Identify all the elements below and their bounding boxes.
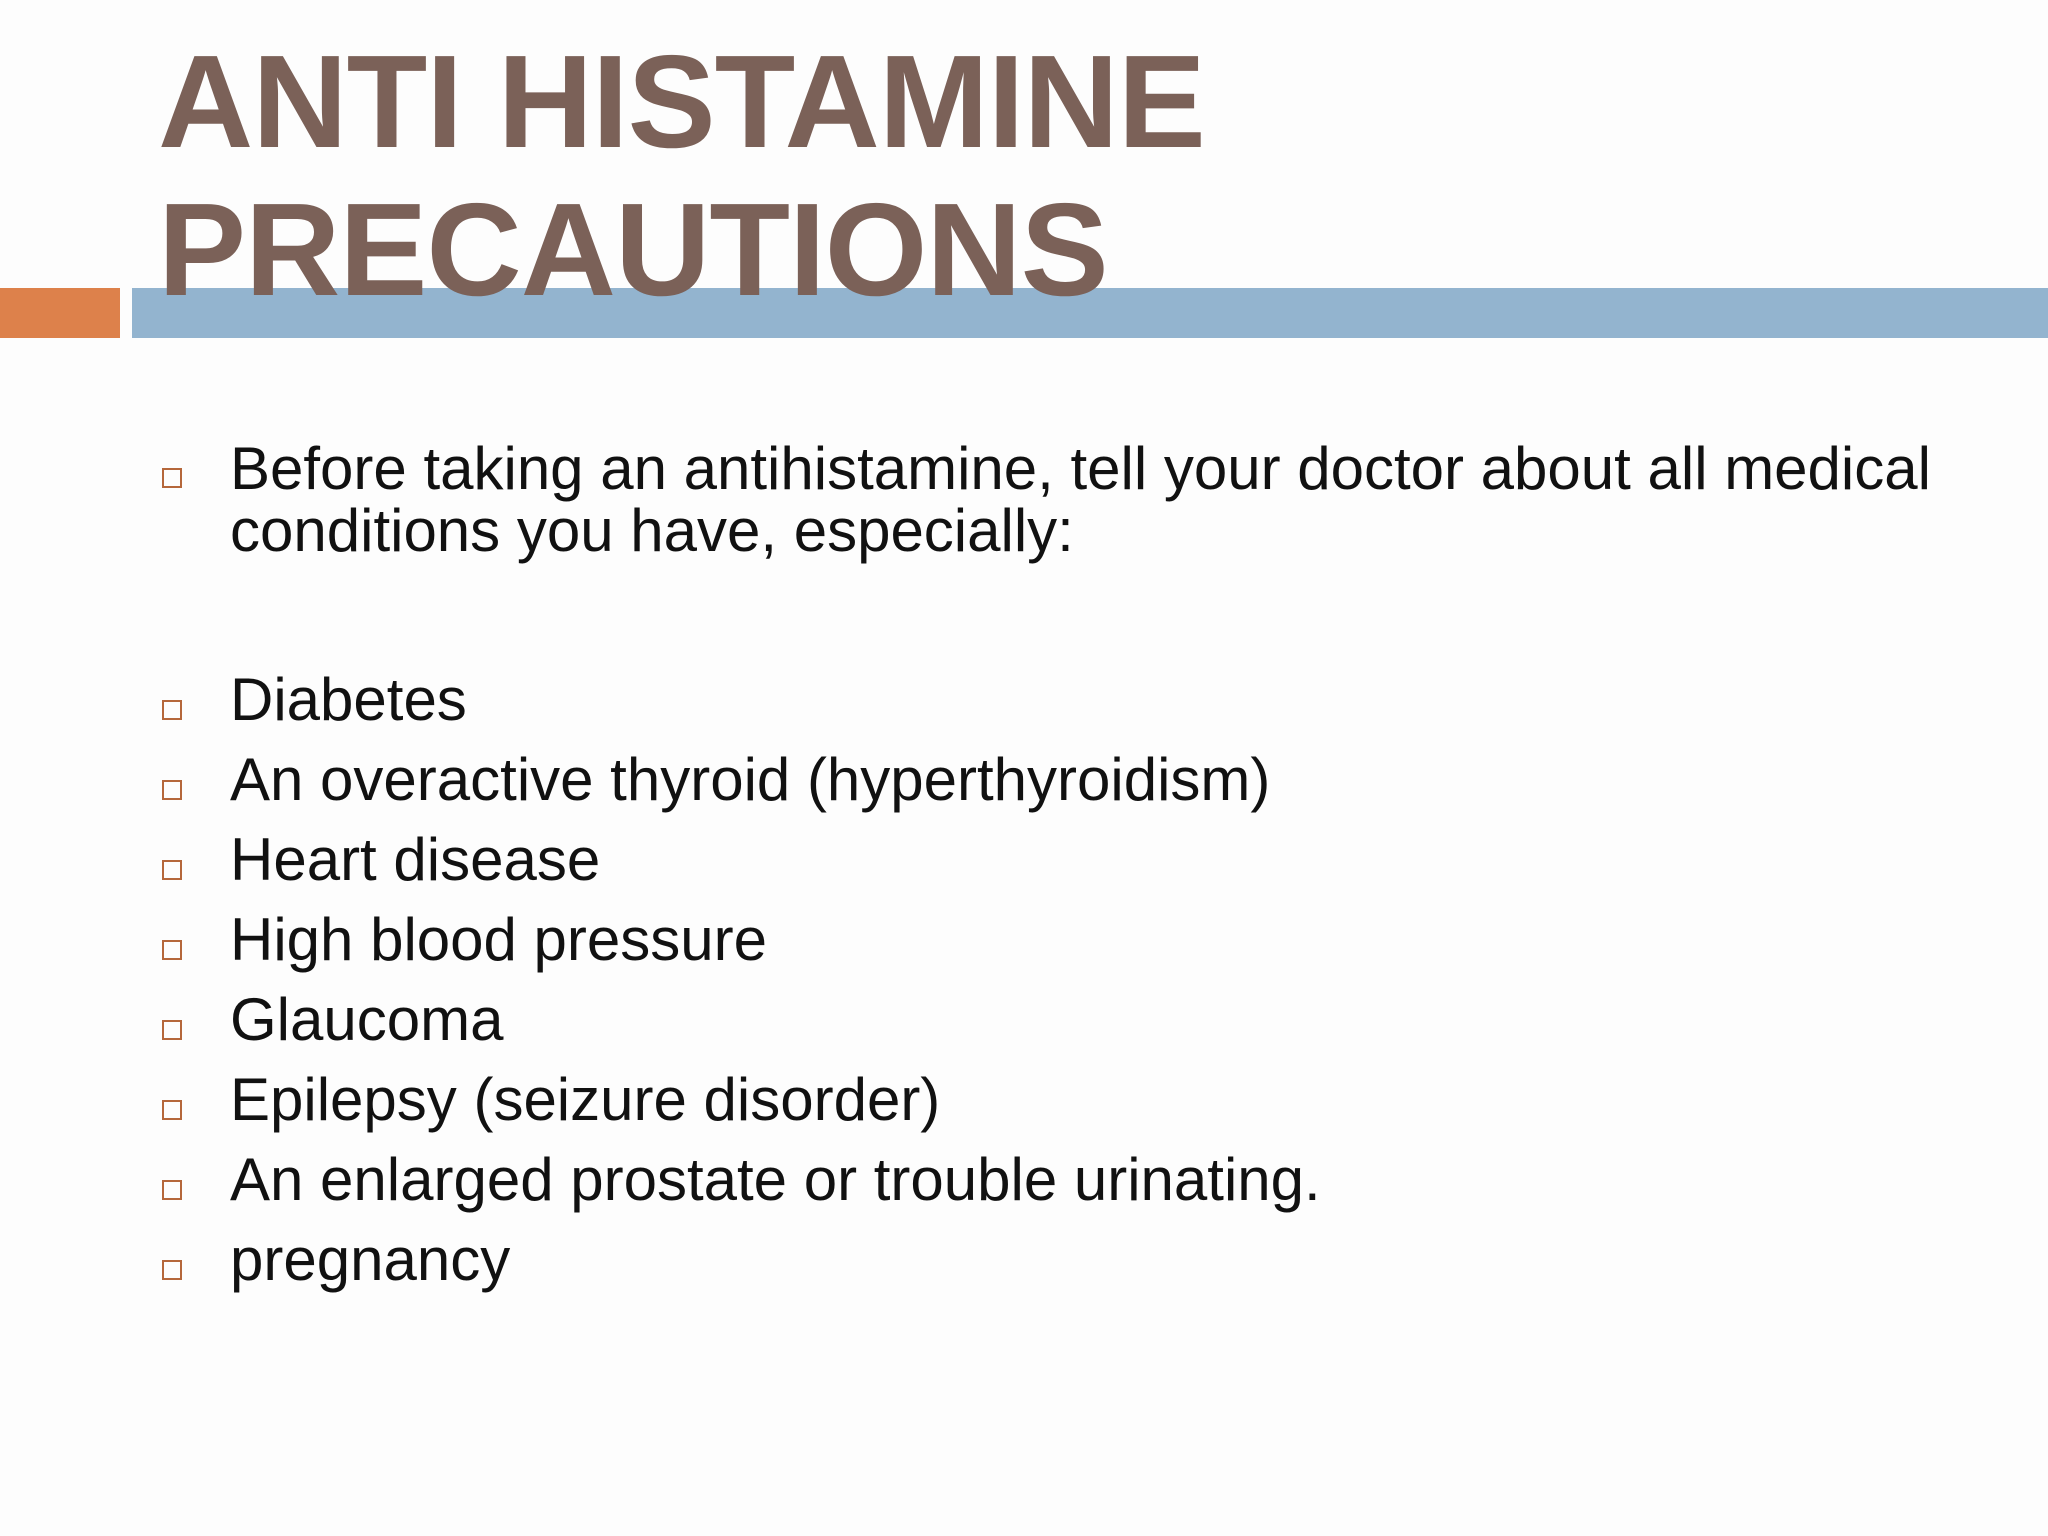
hollow-square-icon [162, 468, 182, 488]
list-item-text: An enlarged prostate or trouble urinating. [230, 1146, 1321, 1213]
hollow-square-icon [162, 1180, 182, 1200]
slide-title-line-2: PRECAUTIONS [158, 176, 1108, 323]
list-item-text: Diabetes [230, 666, 467, 733]
list-item-text: pregnancy [230, 1226, 511, 1293]
list-item [160, 660, 2000, 740]
intro-bullet [160, 435, 2000, 564]
list-item [160, 1060, 2000, 1140]
hollow-square-icon [162, 940, 182, 960]
intro-text: Before taking an antihistamine, tell your doctor about all medical conditions you have, especially: [230, 435, 1931, 564]
list-item [160, 1140, 2000, 1220]
slide-title-line-1: ANTI HISTAMINE [158, 28, 1205, 175]
list-item [160, 900, 2000, 980]
bullet-list [160, 435, 2000, 1300]
hollow-square-icon [162, 1020, 182, 1040]
list-item [160, 980, 2000, 1060]
hollow-square-icon [162, 700, 182, 720]
accent-bar-orange [0, 288, 120, 338]
list-item [160, 1220, 2000, 1300]
hollow-square-icon [162, 1100, 182, 1120]
slide-title [158, 28, 1205, 324]
list-item-text: High blood pressure [230, 906, 767, 973]
list-item [160, 740, 2000, 820]
list-item-text: Heart disease [230, 826, 601, 893]
list-item-text: Epilepsy (seizure disorder) [230, 1066, 941, 1133]
hollow-square-icon [162, 860, 182, 880]
hollow-square-icon [162, 1260, 182, 1280]
hollow-square-icon [162, 780, 182, 800]
list-item-text: Glaucoma [230, 986, 504, 1053]
list-item-text: An overactive thyroid (hyperthyroidism) [230, 746, 1271, 813]
list-item [160, 820, 2000, 900]
